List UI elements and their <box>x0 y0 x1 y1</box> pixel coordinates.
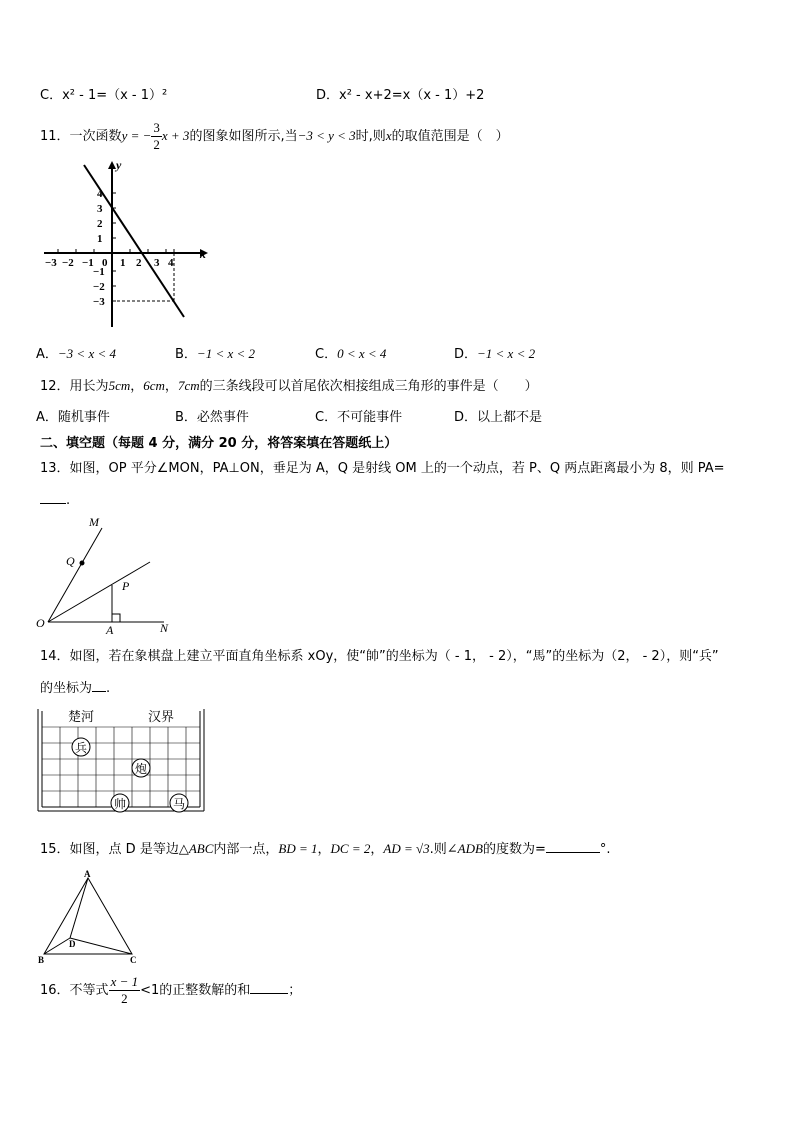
y-tick-label: −2 <box>93 281 105 293</box>
y-tick-label: 3 <box>97 203 103 215</box>
y-tick-label: 4 <box>97 188 103 200</box>
piece-ma: 马 <box>173 797 186 811</box>
label-b: B <box>38 955 45 965</box>
q14-line2: 的坐标为 . <box>40 681 111 696</box>
answer-blank <box>546 840 600 853</box>
x-tick-label: 3 <box>154 257 160 269</box>
q16-fraction: $\frac{x - 1}{2}$ <box>110 974 139 1006</box>
q11-option-a: A．−3 < x < 4 <box>36 346 116 362</box>
q11-frac-num: 3 <box>153 120 160 135</box>
label-d: D <box>69 939 76 949</box>
q16-stem: 16．不等式 $\frac{x - 1}{2}$ <1的正整数解的和 ； <box>40 974 302 1006</box>
q11-var: x <box>385 128 392 143</box>
y-tick-label: 1 <box>97 233 103 245</box>
x-tick-label: −1 <box>82 257 94 269</box>
q12-option-c: C．不可能事件 <box>315 410 403 425</box>
point-q <box>80 561 85 566</box>
q11-post2: 的取值范围是（ ） <box>391 129 509 144</box>
x-axis-label: x <box>200 247 206 261</box>
answer-blank <box>250 981 288 994</box>
y-tick-label: 2 <box>97 218 103 230</box>
q11-option-d: D．−1 < x < 2 <box>454 346 536 362</box>
q11-stem <box>40 120 509 153</box>
y-tick-label: −3 <box>93 296 105 308</box>
q13-figure <box>34 510 184 635</box>
q12-option-b: B．必然事件 <box>175 410 249 425</box>
q11-mid: 的图象如图所示,当 <box>189 129 298 144</box>
y-axis-arrow <box>108 161 116 169</box>
q11-number: 11． <box>40 129 70 144</box>
segment-dc <box>70 938 132 954</box>
q11-pre: 一次函数 <box>69 129 122 144</box>
q11-option-c: C．0 < x < 4 <box>315 346 387 362</box>
ray-om <box>48 528 102 622</box>
piece-shuai: 帅 <box>114 797 127 811</box>
label-o: O <box>36 616 45 630</box>
x-tick-label: 4 <box>168 257 174 269</box>
segment-bd <box>44 938 70 954</box>
q15-figure <box>36 868 146 968</box>
label-a: A <box>106 623 114 635</box>
y-axis-label: y <box>116 158 122 172</box>
x-tick-label: −2 <box>62 257 74 269</box>
q10-option-c: C．x² - 1=（x - 1）² <box>40 88 168 103</box>
q11-condition: −3 < y < 3 <box>297 128 356 143</box>
q11-graph <box>40 155 215 330</box>
segment-ad <box>70 878 88 938</box>
piece-pao: 炮 <box>135 762 148 776</box>
section2-title: 二、填空题（每题 4 分，满分 20 分，将答案填在答题纸上） <box>40 436 398 451</box>
q11-fraction <box>151 120 162 153</box>
label-m: M <box>89 515 99 529</box>
q11-post1: 时,则 <box>355 129 386 144</box>
river-label-right: 汉界 <box>148 709 175 724</box>
y-tick-label: −1 <box>93 266 105 278</box>
q10-option-d: D．x² - x+2=x（x - 1）+2 <box>316 88 485 103</box>
river-label-left: 楚河 <box>68 709 95 724</box>
q11-function-tail: x + 3 <box>161 128 190 143</box>
q12-option-d: D．以上都不是 <box>454 410 543 425</box>
q15-stem: 15．如图，点 D 是等边△ABC内部一点，BD = 1，DC = 2，AD = √3.则∠ADB的度数为= °. <box>40 841 611 857</box>
label-n: N <box>160 621 169 635</box>
answer-blank <box>40 491 66 504</box>
q11-frac-den: 2 <box>153 137 160 152</box>
ray-op <box>48 562 150 622</box>
q14-chess-board <box>34 705 209 815</box>
q13-stem: 13．如图，OP 平分∠MON，PA⊥ON，垂足为 A，Q 是射线 OM 上的一个动点，若 P、Q 两点距离最小为 8，则 PA= <box>40 461 725 476</box>
x-tick-label: 0 <box>102 257 108 269</box>
q13-answer-line: . <box>40 491 70 508</box>
x-tick-label: −3 <box>45 257 57 269</box>
x-tick-label: 2 <box>136 257 142 269</box>
label-c: C <box>130 955 137 965</box>
x-tick-label: 1 <box>120 257 126 269</box>
q12-stem: 12．用长为5cm，6cm，7cm的三条线段可以首尾依次相接组成三角形的事件是（ ） <box>40 378 538 394</box>
q11-option-b: B．−1 < x < 2 <box>175 346 256 362</box>
label-a: A <box>84 869 91 879</box>
right-angle-mark <box>112 614 120 622</box>
q11-function: y = − <box>121 128 152 143</box>
piece-bing: 兵 <box>75 741 88 755</box>
q12-option-a: A．随机事件 <box>36 410 110 425</box>
label-q: Q <box>66 554 75 568</box>
label-p: P <box>122 579 130 593</box>
answer-blank <box>92 679 106 692</box>
q14-stem: 14．如图，若在象棋盘上建立平面直角坐标系 xOy，使“帥”的坐标为（ - 1， - 2），“馬”的坐标为（2， - 2），则“兵” <box>40 649 719 664</box>
